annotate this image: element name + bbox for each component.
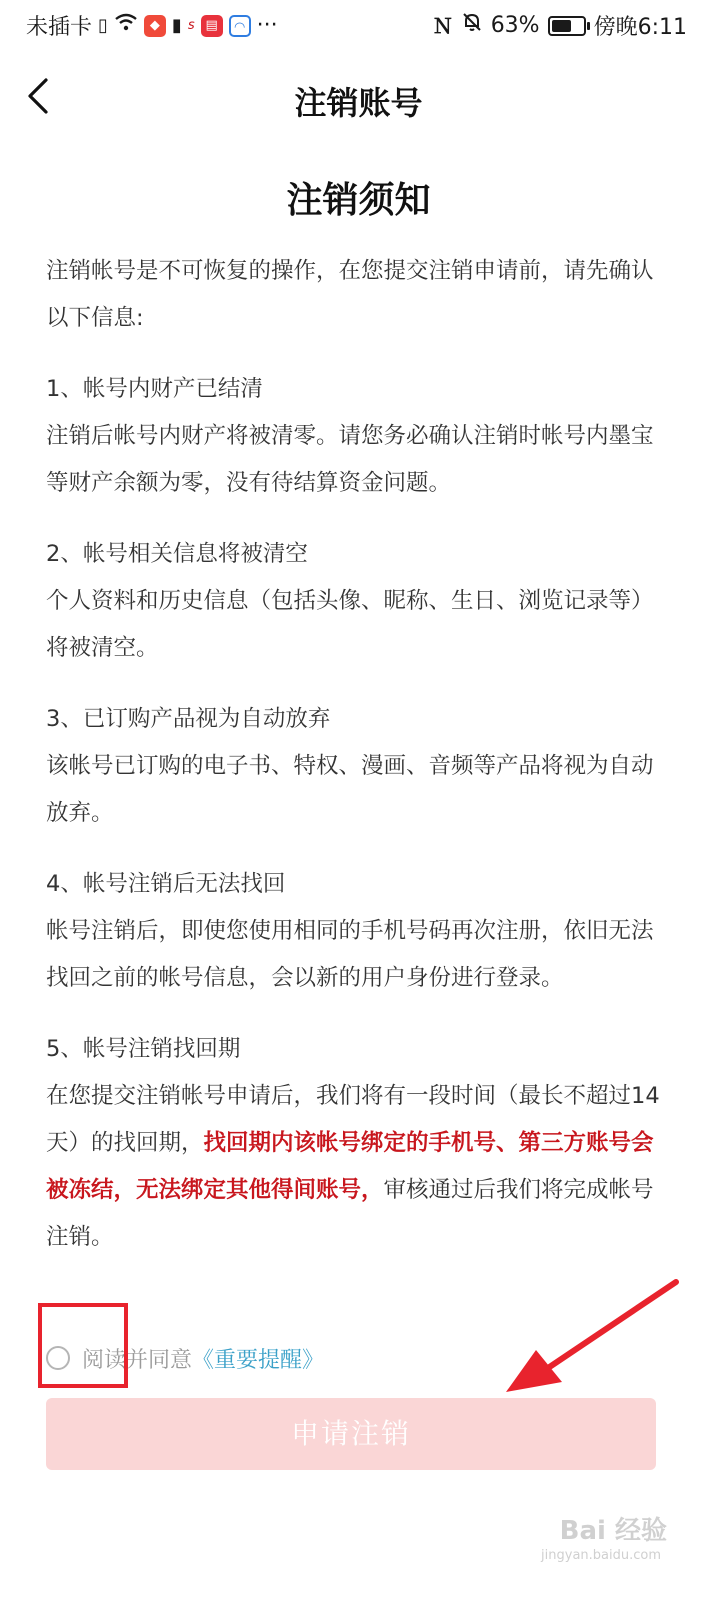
notice-section bbox=[46, 1026, 666, 1261]
battery-percent: 63% bbox=[490, 13, 540, 38]
section-body: 帐号注销后，即使您使用相同的手机号码再次注册，依旧无法找回之前的帐号信息，会以新的用户身份进行登录。 bbox=[46, 918, 654, 991]
battery-saver-icon: ▮ bbox=[171, 14, 182, 36]
section-heading: 2、帐号相关信息将被清空 bbox=[46, 541, 308, 567]
sina-icon: s bbox=[187, 17, 195, 33]
notice-intro: 注销帐号是不可恢复的操作，在您提交注销申请前，请先确认以下信息: bbox=[46, 258, 654, 331]
important-reminder-link[interactable]: 《重要提醒》 bbox=[192, 1347, 325, 1373]
annotation-highlight-box bbox=[38, 1303, 128, 1388]
notice-section bbox=[46, 861, 666, 1002]
sim-icon: ▯ bbox=[98, 14, 108, 36]
header bbox=[0, 60, 717, 140]
battery-tip bbox=[587, 22, 590, 30]
notice-content bbox=[46, 248, 666, 1261]
battery-fill bbox=[552, 20, 571, 32]
page-title: 注销账号 bbox=[294, 84, 423, 122]
book-app-icon: ▤ bbox=[201, 15, 223, 37]
wifi-icon bbox=[114, 12, 138, 39]
section-body: 个人资料和历史信息（包括头像、昵称、生日、浏览记录等）将被清空。 bbox=[46, 588, 654, 661]
section-heading: 5、帐号注销找回期 bbox=[46, 1036, 241, 1062]
section-body: 注销后帐号内财产将被清零。请您务必确认注销时帐号内墨宝等财产余额为零，没有待结算资金问题。 bbox=[46, 423, 654, 496]
mute-icon bbox=[461, 11, 483, 40]
app-icon-red: ◆ bbox=[144, 15, 166, 37]
section-body bbox=[46, 1073, 666, 1261]
agree-label: 阅读并同意 bbox=[82, 1347, 193, 1373]
carrier-label: 未插卡 bbox=[26, 15, 93, 40]
clock: 傍晚6:11 bbox=[593, 15, 687, 40]
section-heading: 3、已订购产品视为自动放弃 bbox=[46, 706, 331, 732]
watermark-url: jingyan.baidu.com bbox=[541, 1548, 661, 1563]
watermark-logo: Bai 经验 bbox=[559, 1516, 667, 1546]
section-body: 该帐号已订购的电子书、特权、漫画、音频等产品将视为自动放弃。 bbox=[46, 753, 654, 826]
browser-icon: ◠ bbox=[229, 15, 251, 37]
notice-section bbox=[46, 366, 666, 507]
more-icon: ··· bbox=[256, 13, 278, 38]
status-right bbox=[433, 10, 687, 41]
section-heading: 4、帐号注销后无法找回 bbox=[46, 871, 286, 897]
status-bar bbox=[0, 0, 717, 50]
nfc-icon: Ｎ bbox=[432, 13, 453, 38]
status-left bbox=[26, 10, 278, 41]
section-body-text: 审核通过后我们将完成帐号注销。 bbox=[46, 1177, 654, 1250]
apply-deactivation-button[interactable]: 申请注销 bbox=[46, 1398, 656, 1470]
notice-section bbox=[46, 531, 666, 672]
notice-section bbox=[46, 696, 666, 837]
section-heading: 1、帐号内财产已结清 bbox=[46, 376, 263, 402]
section-body-text: 在您提交注销帐号申请后，我们将有一段时间（最长不超过14天）的找回期， bbox=[46, 1083, 660, 1156]
battery-icon bbox=[548, 16, 586, 36]
freeze-warning: 找回期内该帐号绑定的手机号、第三方账号会被冻结，无法绑定其他得间账号， bbox=[46, 1130, 654, 1203]
notice-title: 注销须知 bbox=[286, 180, 431, 221]
